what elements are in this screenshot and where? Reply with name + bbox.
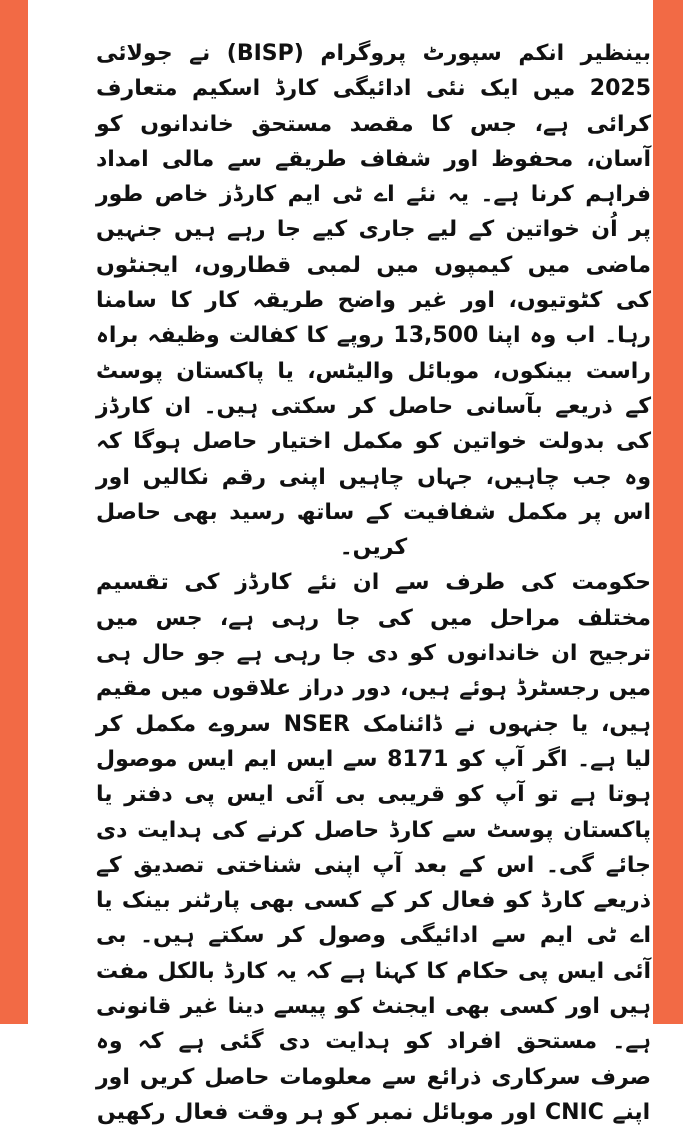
article-paragraph-2: حکومت کی طرف سے ان نئے کارڈز کی تقسیم مختلف مراحل میں کی جا رہی ہے، جس میں ترجیح ان خاندانوں کو دی جا رہی ہے جو حال ہی میں رجسٹرڈ ہوئے ہیں، دور دراز علاقوں میں مقیم ہیں، یا جنہوں نے ڈائنامک NSER سروے مکمل کر لیا ہے۔ اگر آپ کو 8171 سے ایس ایم ایس موصول ہوتا ہے تو آپ کو قریبی بی آئی ایس پی دفتر یا پاکستان پوسٹ سے کارڈ حاصل کرنے کی ہدایت دی جائے گی۔ اس کے بعد آپ اپنی شناختی تصدیق کے ذریعے کارڈ کو فعال کر کے کسی بھی پارٹنر بینک یا اے ٹی ایم سے ادائیگی وصول کر سکتے ہیں۔ بی آئی ایس پی حکام کا کہنا ہے کہ یہ کارڈ بالکل مفت ہیں اور کسی بھی ایجنٹ کو پیسے دینا غیر قانونی ہے۔ مستحق افراد کو ہدایت دی گئی ہے کہ وہ صرف سرکاری ذرائع سے معلومات حاصل کریں اور اپنے CNIC اور موبائل نمبر کو ہر وقت فعال رکھیں <box>96 570 651 1125</box>
article-content <box>96 36 652 1125</box>
article-paragraph-1: بینظیر انکم سپورٹ پروگرام (BISP) نے جولائی 2025 میں ایک نئی ادائیگی کارڈ اسکیم متعارف کرائی ہے، جس کا مقصد مستحق خاندانوں کو آسان، محفوظ اور شفاف طریقے سے مالی امداد فراہم کرنا ہے۔ یہ نئے اے ٹی ایم کارڈز خاص طور پر اُن خواتین کے لیے جاری کیے جا رہے ہیں جنہیں ماضی میں کیمپوں میں لمبی قطاروں، ایجنٹوں کی کٹوتیوں، اور غیر واضح طریقہ کار کا سامنا رہا۔ اب وہ اپنا 13,500 روپے کا کفالت وظیفہ براہ راست بینکوں، موبائل والیٹس، یا پاکستان پوسٹ کے ذریعے بآسانی حاصل کر سکتی ہیں۔ ان کارڈز کی بدولت خواتین کو مکمل اختیار حاصل ہوگا کہ وہ جب چاہیں، جہاں چاہیں اپنی رقم نکالیں اور اس پر مکمل شفافیت کے ساتھ رسید بھی حاصل کریں۔ <box>96 41 652 561</box>
